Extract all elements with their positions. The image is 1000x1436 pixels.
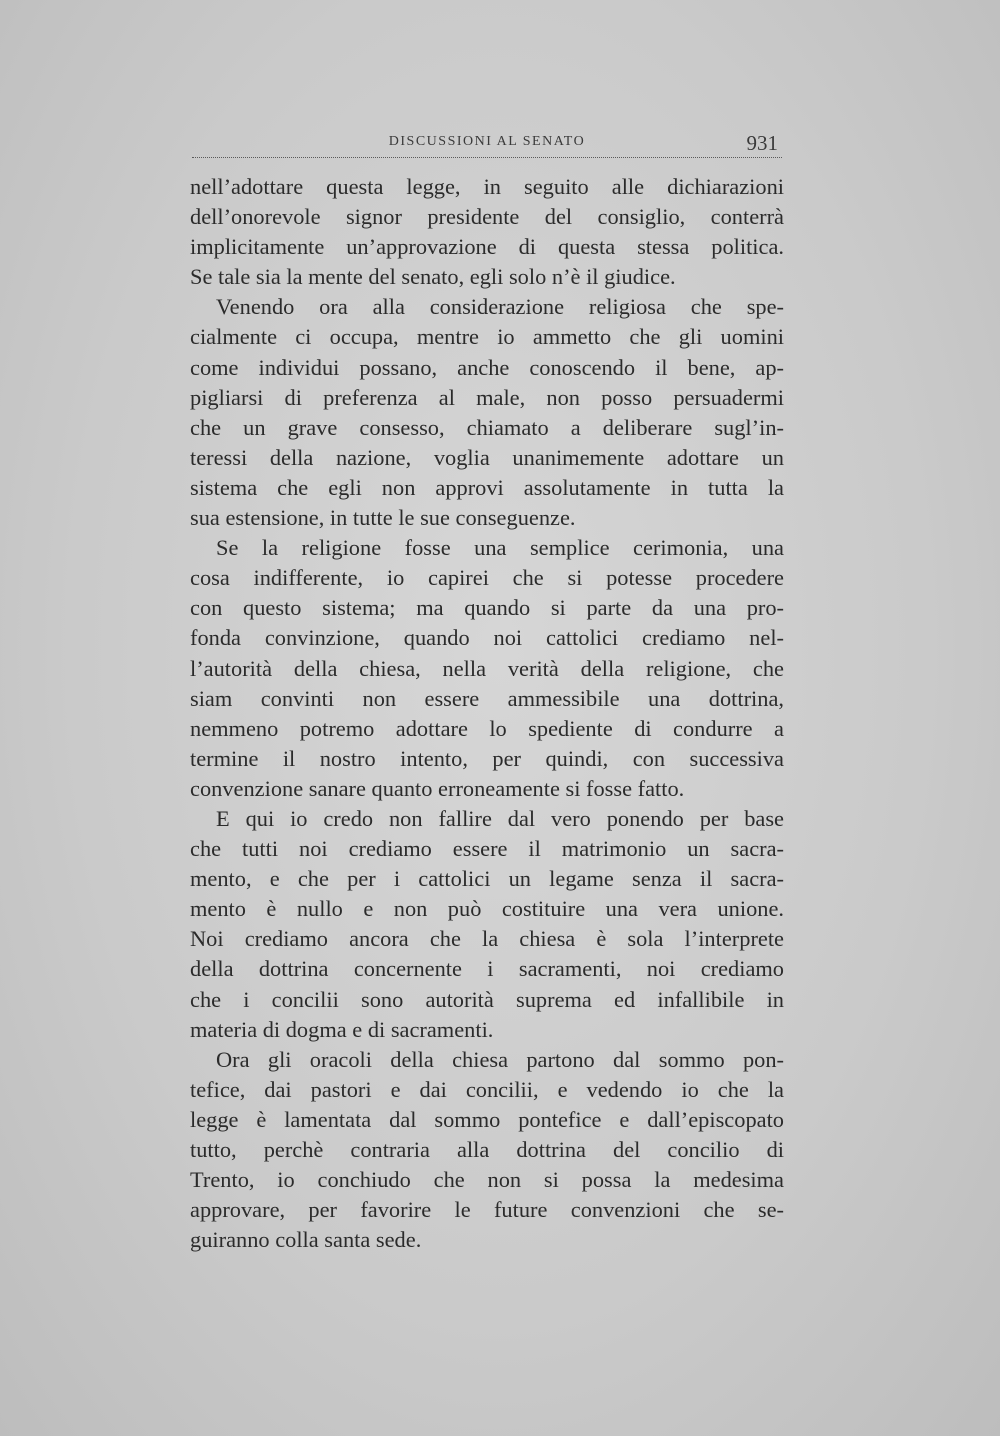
text-line: legge è lamentata dal sommo pontefice e dall’episcopato xyxy=(190,1106,784,1132)
text-line: mento, e che per i cattolici un legame senza il sacra- xyxy=(190,866,784,892)
text-line: nell’adottare questa legge, in seguito alle dichiarazioni xyxy=(190,174,784,199)
text-line: sistema che egli non approvi assolutamente in tutta la xyxy=(190,474,784,500)
text-line: fonda convinzione, quando noi cattolici crediamo nel- xyxy=(190,625,784,651)
text-line: cialmente ci occupa, mentre io ammetto che gli uomini xyxy=(190,324,784,350)
text-line: Noi crediamo ancora che la chiesa è sola l’interprete xyxy=(190,926,784,952)
text-line: Se tale sia la mente del senato, egli solo n’è il giudice. xyxy=(190,264,676,290)
text-line: approvare, per favorire le future convenzioni che se- xyxy=(190,1197,784,1223)
text-line: Se la religione fosse una semplice cerimonia, una xyxy=(216,535,784,561)
page-number: 931 xyxy=(746,131,778,155)
text-line: nemmeno potremo adottare lo spediente di condurre a xyxy=(190,715,784,741)
body-text xyxy=(190,172,784,1255)
text-line: con questo sistema; ma quando si parte da una pro- xyxy=(190,595,784,621)
text-line: che un grave consesso, chiamato a deliberare sugl’in- xyxy=(190,414,784,440)
text-line: teressi della nazione, voglia unanimemente adottare un xyxy=(190,444,784,470)
text-line: sua estensione, in tutte le sue conseguenze. xyxy=(190,505,576,531)
text-line: dell’onorevole signor presidente del consiglio, conterrà xyxy=(190,204,784,230)
text-line: Trento, io conchiudo che non si possa la medesima xyxy=(190,1167,784,1193)
text-line: termine il nostro intento, per quindi, con successiva xyxy=(190,745,784,771)
text-line: pigliarsi di preferenza al male, non posso persuadermi xyxy=(190,384,784,410)
text-line: siam convinti non essere ammessibile una dottrina, xyxy=(190,685,784,711)
text-line: guiranno colla santa sede. xyxy=(190,1227,422,1253)
text-line: della dottrina concernente i sacramenti, noi crediamo xyxy=(190,956,784,982)
text-line: materia di dogma e di sacramenti. xyxy=(190,1016,494,1042)
header-rule xyxy=(192,157,782,158)
text-line: convenzione sanare quanto erroneamente si fosse fatto. xyxy=(190,775,685,801)
text-line: E qui io credo non fallire dal vero ponendo per base xyxy=(216,805,784,831)
text-line: mento è nullo e non può costituire una vera unione. xyxy=(190,896,784,922)
text-line: come individui possano, anche conoscendo il bene, ap- xyxy=(190,354,784,380)
text-line: Venendo ora alla considerazione religiosa che spe- xyxy=(216,294,784,320)
text-line: Ora gli oracoli della chiesa partono dal sommo pon- xyxy=(216,1046,784,1072)
text-line: tefice, dai pastori e dai concilii, e vedendo io che la xyxy=(190,1076,784,1102)
text-line: implicitamente un’approvazione di questa stessa politica. xyxy=(190,234,784,260)
text-line: cosa indifferente, io capirei che si potesse procedere xyxy=(190,565,784,591)
running-title: DISCUSSIONI AL SENATO xyxy=(388,134,586,149)
text-line: che i concilii sono autorità suprema ed infallibile in xyxy=(190,986,784,1012)
running-head xyxy=(192,131,782,156)
text-line: l’autorità della chiesa, nella verità della religione, che xyxy=(190,655,784,681)
text-line: che tutti noi crediamo essere il matrimonio un sacra- xyxy=(190,836,784,862)
text-line: tutto, perchè contraria alla dottrina del concilio di xyxy=(190,1137,784,1162)
